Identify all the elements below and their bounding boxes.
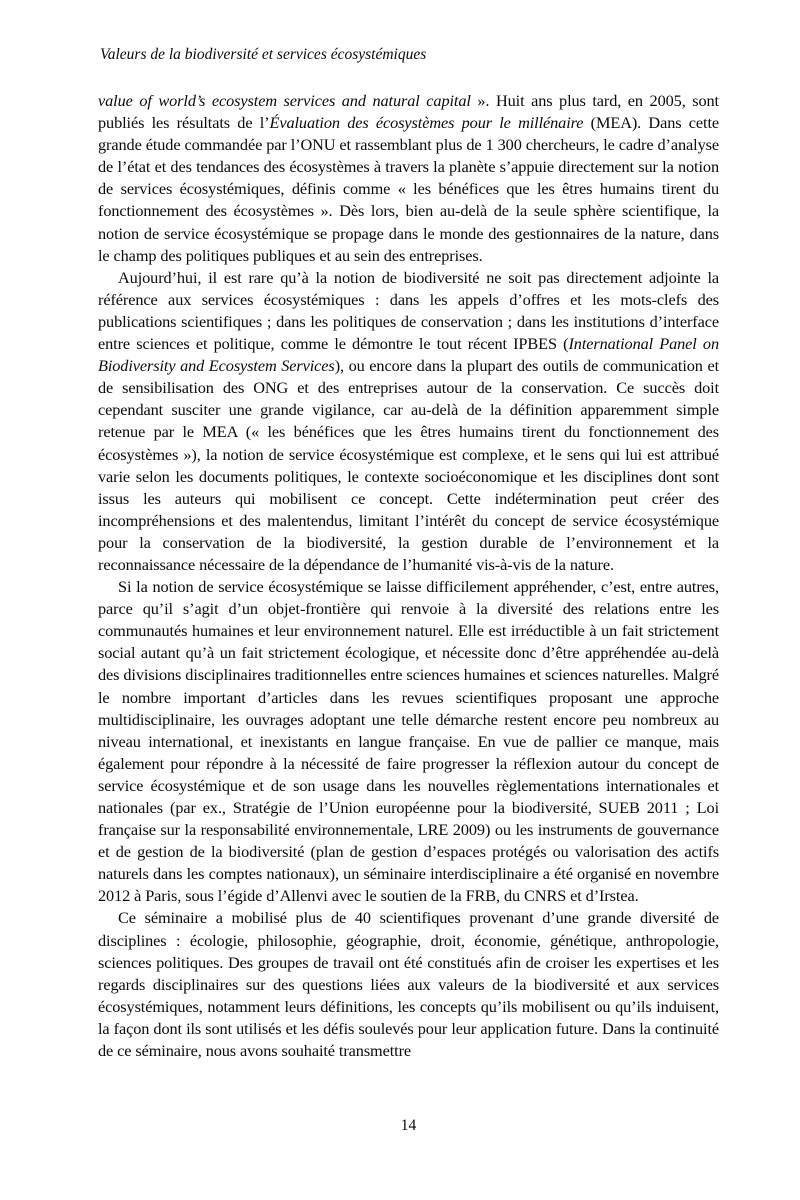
text-segment: Aujourd’hui, il est rare qu’à la notion de biodiversité ne soit pas directement adjointe la référence aux services écosystémiques : dans les appels d’offres et les mots-clefs des publications scientifiques ; dans les politiques de conservation ; dans les institutions d’interface entre sciences et politique, comme le démontre le tout récent IPBES ( <box>98 267 719 354</box>
text-segment: (MEA). Dans cette grande étude commandée par l’ONU et rassemblant plus de 1 300 chercheurs, le cadre d’analyse de l’état et des tendances des écosystèmes à travers la planète s’appuie directement sur la notion de services écosystémiques, définis comme « les bénéfices que les êtres humains tirent du fonctionnement des écosystèmes ». Dès lors, bien au-delà de la seule sphère scientifique, la notion de service écosystémique se propage dans le monde des gestionnaires de la nature, dans le champ des politiques publiques et au sein des entreprises. <box>98 113 719 265</box>
text-segment: Si la notion de service écosystémique se laisse difficilement appréhender, c’est, entre autres, parce qu’il s’agit d’un objet-frontière qui renvoie à la diversité des relations entre les communautés humaines et leur environnement naturel. Elle est irréductible à un fait strictement social autant qu’à un fait strictement écologique, et nécessite donc d’être appréhendée au-delà des divisions disciplinaires traditionnelles entre sciences humaines et sciences naturelles. Malgré le nombre important d’articles dans les revues scientifiques proposant une approche multidisciplinaire, les ouvrages adoptant une telle démarche restent encore peu nombreux au niveau international, et inexistants en langue française. En vue de pallier ce manque, mais également pour répondre à la nécessité de faire progresser la réflexion autour du concept de service écosystémique et de son usage dans les nouvelles règlementations internationales et nationales (par ex., Stratégie de l’Union européenne pour la biodiversité, SUEB 2011 ; Loi française sur la responsabilité environnementale, LRE 2009) ou les instruments de gouvernance et de gestion de la biodiversité (plan de gestion d’espaces protégés ou valorisation des actifs naturels dans les comptes nationaux), un séminaire interdisciplinaire a été organisé en novembre 2012 à Paris, sous l’égide d’Allenvi avec le soutien de la FRB, du CNRS et d’Irstea. <box>98 577 719 906</box>
running-header: Valeurs de la biodiversité et services écosystémiques <box>100 46 427 63</box>
paragraph <box>98 90 719 267</box>
italic-text-segment: International Panel on Biodiversity and Ecosystem Services <box>98 334 719 376</box>
italic-text-segment: Évaluation des écosystèmes pour le millénaire <box>269 113 584 133</box>
paragraph <box>98 576 719 907</box>
paragraph <box>98 907 719 1062</box>
text-segment: Ce séminaire a mobilisé plus de 40 scientifiques provenant d’une grande diversité de disciplines : écologie, philosophie, géographie, droit, économie, génétique, anthropologie, sciences politiques. Des groupes de travail ont été constitués afin de croiser les expertises et les regards disciplinaires sur des questions liées aux valeurs de la biodiversité et aux services écosystémiques, notamment leurs définitions, les concepts qu’ils mobilisent ou qu’ils induisent, la façon dont ils sont utilisés et les défis soulevés pour leur application future. Dans la continuité de ce séminaire, nous avons souhaité transmettre <box>98 908 719 1061</box>
text-segment: ». Huit ans plus tard, en 2005, sont publiés les résultats de l’ <box>98 91 719 133</box>
italic-text-segment: value of world’s ecosystem services and natural capital <box>98 91 471 110</box>
paragraph <box>98 267 719 576</box>
page-number: 14 <box>400 1117 417 1134</box>
text-segment: ), ou encore dans la plupart des outils de communication et de sensibilisation des ONG et des entreprises autour de la conservation. Ce succès doit cependant susciter une grande vigilance, car au-delà de la définition apparemment simple retenue par le MEA (« les bénéfices que les êtres humains tirent du fonctionnement des écosystèmes »), la notion de service écosystémique est complexe, et le sens qui lui est attribué varie selon les documents politiques, le contexte socioéconomique et les disciplines dont sont issus les auteurs qui mobilisent ce concept. Cette indétermination peut créer des incompréhensions et des malentendus, limitant l’intérêt du concept de service écosystémique pour la conservation de la biodiversité, la gestion durable de l’environnement et la reconnaissance nécessaire de la dépendance de l’humanité vis-à-vis de la nature. <box>98 356 720 574</box>
body-text-container <box>98 90 719 1062</box>
